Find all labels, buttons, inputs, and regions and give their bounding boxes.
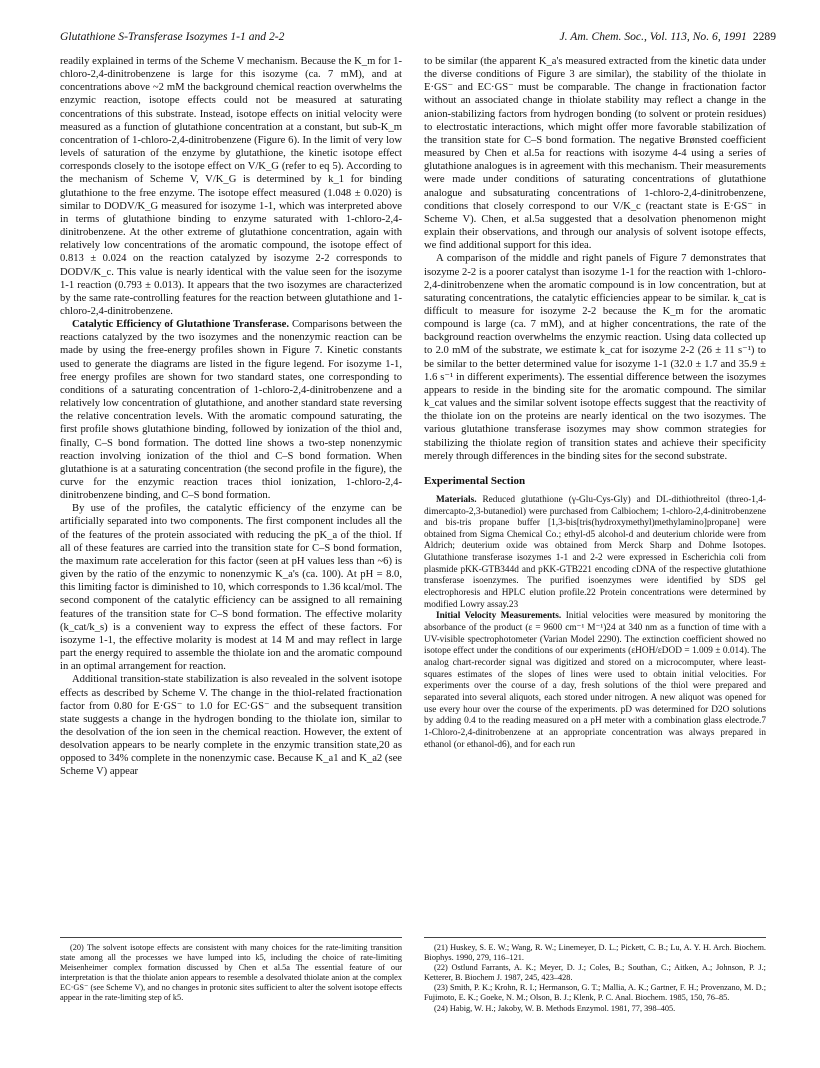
catalytic-efficiency-body: Comparisons between the reactions catalyzed by the two isozymes and the nonenzymic reaction can be made by using the free-energy profiles shown in Figure 7. Kinetic constants used to generate the diagrams are listed in the figure legend. For isozyme 1-1, free energy profiles are shown for two standard states, one corresponding to conditions of a saturating concentration of 1-chloro-2,4-dinitrobenzene and a relatively low concentration of glutathione, and another standard state reversing the relative concentration levels. With the aromatic compound saturating, the first profile shows glutathione binding, followed by ionization of the thiol and, finally, C–S bond formation. The dotted line shows a two-step nonenzymic reaction involving ionization of the thiol and C–S bond formation. When glutathione is at a saturating concentration (the second profile in the figure), the curve for the enzymic reaction traces thiol ionization, 1-chloro-2,4-dinitrobenzene binding, and C–S bond formation.	[60, 319, 402, 502]
paragraph-initial-velocity	[424, 611, 766, 751]
footnote-20: (20) The solvent isotope effects are consistent with many choices for the rate-limiting transition state among all the processes we have lumped into k5, including the choice of rate-limiting Meisenheimer complex formation discussed by Chen et al.5a The essential feature of our interpretation is that the thiolate anion appears to resemble a desolvated thiolate anion at the complex EC·GS⁻ (see Scheme V), and no changes in protonic sites sufficient to alter the solvent isotope effects appear in the rate-limiting step of k5.	[60, 943, 402, 1003]
section-heading-experimental: Experimental Section	[424, 474, 526, 487]
footnote-rule	[60, 937, 402, 938]
footnotes-left	[60, 937, 402, 1004]
footnote-21: (21) Huskey, S. E. W.; Wang, R. W.; Linemeyer, D. L.; Pickett, C. B.; Lu, A. Y. H. Arch. Biochem. Biophys. 1990, 279, 116–121.	[424, 943, 766, 963]
paragraph-catalytic-efficiency	[60, 318, 402, 502]
footnote-22: (22) Ostlund Farrants, A. K.; Meyer, D. J.; Coles, B.; Southan, C.; Aitken, A.; Johnson, P. J.; Ketterer, B. Biochem J. 1987, 245, 423–428.	[424, 963, 766, 983]
run-in-heading-materials: Materials.	[436, 494, 477, 505]
paragraph-profiles: By use of the profiles, the catalytic efficiency of the enzyme can be artificially separated into two components. The first component includes all the of the features of the protein associated with reducing the pK_a of the thiol. If all of these features are carried into the transition state for C–S bond formation, the maximum rate acceleration for this factor (seen at pH values less than ~6) is given by the ratio of the enzymic to nonenzymic K_a's (ca. 100). At pH = 8.0, this limiting factor is diminished to 10, which corresponds to 1.36 kcal/mol. The second component of the catalytic efficiency can be assigned to all remaining features of the transition state for C–S bond formation. The effective molarity (k_cat/k_s) is a convenient way to express the effect of these factors. For isozyme 1-1, the effective molarity is modest at 14 M and may reflect in large part the energy required to assemble the thiolate ion and the aromatic compound in an optimal arrangement for reaction.	[60, 503, 402, 673]
paragraph-transition-state: Additional transition-state stabilization is also revealed in the solvent isotope effects as described by Scheme V. The change in the thiol-related fractionation factor from 0.80 for E·GS⁻ to 1.0 for EC·GS⁻ and the subsequent transition state suggests a change in the hydrogen bonding to the thiolate ion, similar to the desolvation of the ion seen in the chemical reaction. However, the extent of desolvation appears to be nearly complete in the enzymic transition state,20 as opposed to 34% complete in the nonenzymic case. Because K_a1 and K_a2 (see Scheme V) appear	[60, 674, 402, 778]
paragraph-isotope-effects-isozyme-2-2: readily explained in terms of the Scheme V mechanism. Because the K_m for 1-chloro-2,4-dinitrobenzene is large for this isozyme (ca. 7 mM), and at concentrations above ~2 mM the background chemical reaction overwhelms the enzymic reaction, isotope effects could not be measured at saturating concentrations of this substrate. Instead, isotope effects on initial velocity were measured as a function of glutathione concentration at a constant, but sub-K_m concentration of 1-chloro-2,4-dinitrobenzene (Figure 6). In the limit of very low levels of saturation of the enzyme by glutathione, the kinetic isotope effect corresponds closely to the isotope effect on V/K_G (refer to eq 5). According to the mechanism of Scheme V, V/K_G is determined by k_1 for binding glutathione to the free enzyme. The isotope effect measured (1.048 ± 0.020) is similar to DODV/K_G measured for isozyme 1-1, which was interpreted above in terms of glutathione binding to enzyme saturated with 1-chloro-2,4-dinitrobenzene. At the other extreme of glutathione concentration, again with relatively low concentrations of the aromatic compound, the isotope effect of 0.813 ± 0.024 on the reaction catalyzed by isozyme 2-2 corresponds to DODV/K_c. This value is nearly identical with the value seen for the isozyme 1-1 reaction (0.793 ± 0.013). It appears that the two isozymes are characterized by the same rate-controlling features for the reaction between glutathione and 1-chloro-2,4-dinitrobenzene.	[60, 56, 402, 317]
page-number: 2289	[752, 30, 776, 43]
paragraph-materials	[424, 495, 766, 612]
run-in-heading-initial-velocity: Initial Velocity Measurements.	[436, 611, 562, 622]
footnote-23: (23) Smith, P. K.; Krohn, R. I.; Hermanson, G. T.; Mallia, A. K.; Gartner, F. H.; Provenzano, M. D.; Fujimoto, E. K.; Goeke, N. M.; Olson, B. J.; Klenk, P. C. Anal. Biochem. 1985, 150, 76–85.	[424, 983, 766, 1003]
footnotes-right	[424, 937, 766, 1014]
run-in-heading-catalytic-efficiency: Catalytic Efficiency of Glutathione Transferase.	[72, 319, 290, 331]
citation-text: J. Am. Chem. Soc., Vol. 113, No. 6, 1991	[559, 30, 747, 43]
experimental-section	[424, 495, 766, 751]
running-title: Glutathione S-Transferase Isozymes 1-1 and 2-2	[60, 30, 285, 43]
right-column	[424, 55, 766, 751]
running-header	[60, 30, 776, 48]
paragraph-thiolate-stability: to be similar (the apparent K_a's measured extracted from the kinetic data under the diverse conditions of Figure 3 are similar), the stability of the thiolate in E·GS⁻ and EC·GS⁻ must be comparable. The change in fractionation factor without an associated change in thiolate stability may reflect a change in the anion-stabilizing factors from hydrogen bonding (to solvent or protein residues) to electrostatic interactions, which might offer more favorable stabilization of the transition state for C–S bond formation. The negative Brønsted coefficient measured by Chen et al.5a for reactions with isozyme 4-4 using a series of glutathione analogues is in agreement with this mechanism. Their measurements were made under conditions of saturating concentrations of glutathione analogue and subsaturating concentrations of 1-chloro-2,4-dinitrobenzene, conditions that closely correspond to our V/K_c (reactant state is E·GS⁻ in Scheme V). Chen, et al.5a suggested that a desolvation phenomenon might explain their observations, and through our analysis of solvent isotope effects, we find additional support for this idea.	[424, 56, 766, 252]
journal-citation	[560, 30, 777, 43]
materials-body: Reduced glutathione (γ-Glu-Cys-Gly) and DL-dithiothreitol (threo-1,4-dimercapto-2,3-butanediol) were purchased from Calbiochem; 1-chloro-2,4-dinitrobenzene and bis-tris propane buffer [1,3-bis[tris(hydroxymethyl)methylamino]propane] were obtained from Sigma Chemical Co.; ethyl-d5 alcohol-d and deuterium chloride were from Aldrich; deuterium oxide was obtained from Merck Sharp and Dohme Isotopes. Glutathione transferase isozymes 1-1 and 2-2 were expressed in Escherichia coli from plasmide pKK-GTB344d and pKK-GTB221 encoding cDNA of the respective glutathione transferase isoenzymes. The purified isoenzymes were identified by SDS gel electrophoresis and HPLC elution profile.22 Protein concentrations were determined by modified Lowry assay.23	[424, 494, 766, 610]
paragraph-figure-7-comparison: A comparison of the middle and right panels of Figure 7 demonstrates that isozyme 2-2 is a poorer catalyst than isozyme 1-1 for the reaction with 1-chloro-2,4-dinitrobenzene when the aromatic compound is in low concentration, but at saturating concentrations, the catalytic efficiencies appear to be similar. k_cat is difficult to measure for isozyme 2-2 because the K_m for the aromatic compound is large (ca. 7 mM), and at higher concentrations, the rate of the background reaction overwhelms the enzymic reaction. Using data collected up to 2.0 mM of the substrate, we estimate k_cat for isozyme 2-2 (26 ± 11 s⁻¹) to be similar to the better determined value for isozyme 1-1 (32.0 ± 1.7 and 35.9 ± 1.6 s⁻¹ in different experiments). The essential difference between the isozymes appears to reside in the binding site for the aromatic compound. The similar k_cat values and the similar solvent isotope effects suggest that the reactivity of the thiolate ion on the proteins are nearly identical on the two isozymes. The various glutathione transferase isozymes may show common strategies for stabilizing the thiolate region of transition states and achieve their specificity merely through differences in the binding sites for the second substrate.	[424, 253, 766, 462]
left-column	[60, 55, 402, 779]
initial-velocity-body: Initial velocities were measured by monitoring the absorbance of the product (ε = 9600 cm⁻¹ M⁻¹)24 at 340 nm as a function of time with a UV-visible spectrophotometer (Varian Model 2290). The extinction coefficient showed no isotope effect under the conditions of our experiments (εHOH/εDOD = 1.009 ± 0.014). The analog chart-recorder signal was digitized and stored on a microcomputer, where least-squares estimates of the slopes of lines were used to obtain initial velocities. For experiments over the course of a day, fresh solutions of the thiol were prepared and separated into several aliquots, each stored under nitrogen. A new aliquot was opened for use every hour over the course of the experiments. pD was determined for D2O solutions by adding 0.4 to the reading measured on a pH meter with a combination glass electrode.7 1-Chloro-2,4-dinitrobenzene at an appropriate concentration was always prepared in ethanol (or ethanol-d6), and for each run	[424, 611, 766, 750]
footnote-rule	[424, 937, 766, 938]
footnote-24: (24) Habig, W. H.; Jakoby, W. B. Methods Enzymol. 1981, 77, 398–405.	[434, 1003, 676, 1013]
